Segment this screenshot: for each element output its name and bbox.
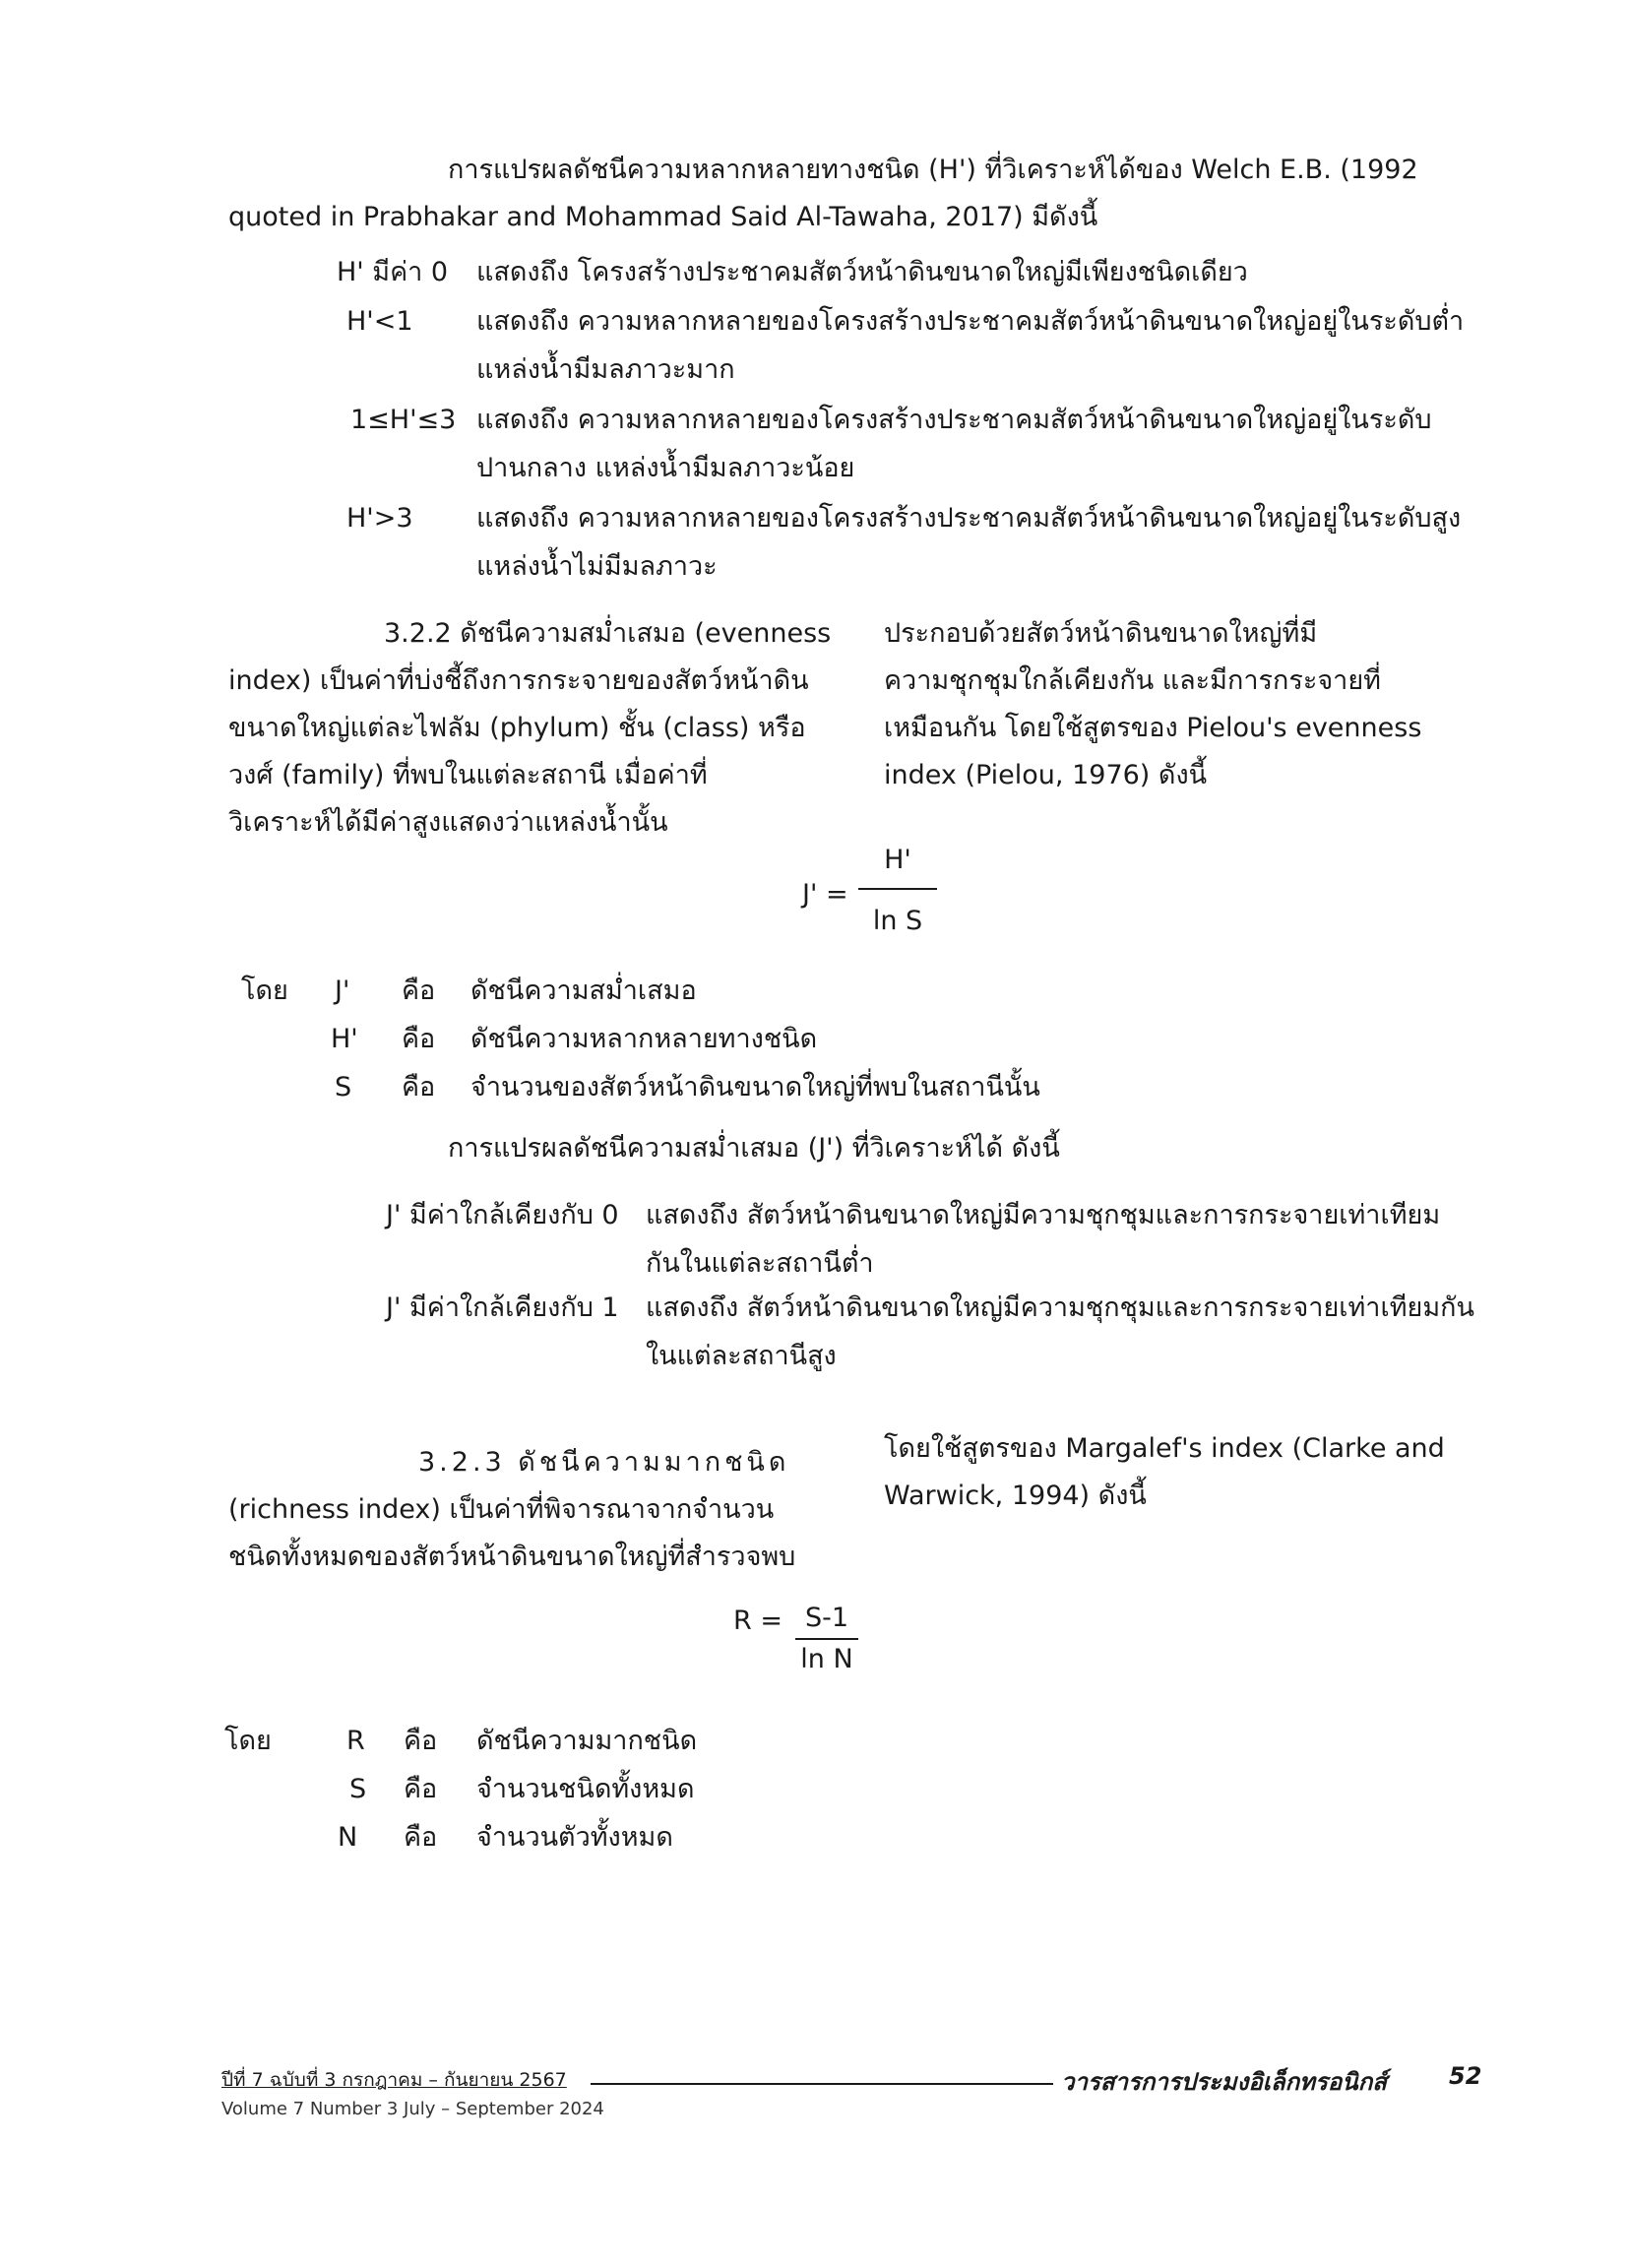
footer-issue-english: Volume 7 Number 3 July – September 2024 <box>221 2099 604 2119</box>
j-def-desc: จำนวนของสัตว์หน้าดินขนาดใหญ่ที่พบในสถานีนั้น <box>470 1072 1040 1102</box>
intro-line-1: การแปรผลดัชนีความหลากหลายทางชนิด (H') ที่วิเคราะห์ได้ของ Welch E.B. (1992 <box>448 155 1418 185</box>
h-cond-1: H'<1 <box>346 306 413 337</box>
j-def-symbol: S <box>335 1072 352 1102</box>
h-desc-1-line-1: แสดงถึง ความหลากหลายของโครงสร้างประชาคมสัตว์หน้าดินขนาดใหญ่อยู่ในระดับต่ำ <box>476 306 1465 337</box>
evenness-right-line-4: index (Pielou, 1976) ดังนี้ <box>884 760 1208 790</box>
evenness-right-line-3: เหมือนกัน โดยใช้สูตรของ Pielou's evenness <box>884 713 1422 743</box>
h-desc-2-line-2: ปานกลาง แหล่งน้ำมีมลภาวะน้อย <box>476 453 855 483</box>
h-cond-0: H' มีค่า 0 <box>337 257 449 287</box>
formula-r-lhs: R = <box>733 1606 783 1636</box>
h-desc-1-line-2: แหล่งน้ำมีมลภาวะมาก <box>476 354 735 385</box>
j-interp-intro: การแปรผลดัชนีความสม่ำเสมอ (J') ที่วิเคราะห์ได้ ดังนี้ <box>448 1133 1060 1164</box>
j-cond-0: J' มีค่าใกล้เคียงกับ 0 <box>386 1200 619 1230</box>
h-cond-2: 1≤H'≤3 <box>350 405 457 435</box>
evenness-left-line-2: index) เป็นค่าที่บ่งชี้ถึงการกระจายของสัตว์หน้าดิน <box>228 665 809 696</box>
richness-left-line-3: ชนิดทั้งหมดของสัตว์หน้าดินขนาดใหญ่ที่สำรวจพบ <box>228 1542 796 1572</box>
evenness-right-line-2: ความชุกชุมใกล้เคียงกัน และมีการกระจายที่ <box>884 665 1381 696</box>
r-def-symbol: S <box>349 1774 367 1804</box>
j-cond-1: J' มีค่าใกล้เคียงกับ 1 <box>386 1292 619 1323</box>
formula-j-numerator: H' <box>884 845 911 875</box>
formula-j-fraction-bar <box>858 888 937 890</box>
formula-r-denominator: ln N <box>800 1644 853 1674</box>
evenness-left-line-3: ขนาดใหญ่แต่ละไฟลัม (phylum) ชั้น (class) หรือ <box>228 713 806 743</box>
h-desc-0-line-1: แสดงถึง โครงสร้างประชาคมสัตว์หน้าดินขนาดใหญ่มีเพียงชนิดเดียว <box>476 257 1248 287</box>
j-def-desc: ดัชนีความหลากหลายทางชนิด <box>470 1024 818 1054</box>
formula-j-lhs: J' = <box>802 879 848 910</box>
richness-right-line-2: Warwick, 1994) ดังนี้ <box>884 1480 1147 1511</box>
j-desc-0-line-2: กันในแต่ละสถานีต่ำ <box>646 1248 874 1279</box>
richness-right-line-1: โดยใช้สูตรของ Margalef's index (Clarke and <box>884 1433 1445 1464</box>
r-def-is: คือ <box>404 1774 438 1804</box>
r-def-is: คือ <box>404 1822 438 1853</box>
h-desc-3-line-2: แหล่งน้ำไม่มีมลภาวะ <box>476 551 718 582</box>
intro-line-2: quoted in Prabhakar and Mohammad Said Al-Tawaha, 2017) มีดังนี้ <box>228 202 1098 232</box>
richness-left-line-2: (richness index) เป็นค่าที่พิจารณาจากจำนวน <box>228 1494 775 1525</box>
footer-page-number: 52 <box>1449 2062 1482 2090</box>
h-cond-3: H'>3 <box>346 503 413 534</box>
footer-rule <box>591 2083 1053 2085</box>
formula-r-fraction-bar <box>795 1638 858 1640</box>
r-def-desc: จำนวนตัวทั้งหมด <box>476 1822 673 1853</box>
footer-issue-thai: ปีที่ 7 ฉบับที่ 3 กรกฎาคม – กันยายน 2567 <box>221 2069 567 2091</box>
j-def-lead: โดย <box>241 976 288 1006</box>
j-def-is: คือ <box>402 1024 436 1054</box>
j-def-symbol: H' <box>331 1024 358 1054</box>
evenness-left-line-1: 3.2.2 ดัชนีความสม่ำเสมอ (evenness <box>384 618 832 649</box>
footer-journal-name: วารสารการประมงอิเล็กทรอนิกส์ <box>1061 2068 1387 2096</box>
h-desc-2-line-1: แสดงถึง ความหลากหลายของโครงสร้างประชาคมสัตว์หน้าดินขนาดใหญ่อยู่ในระดับ <box>476 405 1432 435</box>
r-def-symbol: R <box>346 1726 365 1756</box>
richness-left-line-1: 3.2.3 ดัชนีความมากชนิด <box>418 1447 790 1478</box>
formula-j-denominator: ln S <box>872 906 923 936</box>
r-def-is: คือ <box>404 1726 438 1756</box>
j-desc-1-line-2: ในแต่ละสถานีสูง <box>646 1341 837 1371</box>
r-def-desc: ดัชนีความมากชนิด <box>476 1726 698 1756</box>
evenness-right-line-1: ประกอบด้วยสัตว์หน้าดินขนาดใหญ่ที่มี <box>884 618 1318 649</box>
j-def-desc: ดัชนีความสม่ำเสมอ <box>470 976 697 1006</box>
j-desc-0-line-1: แสดงถึง สัตว์หน้าดินขนาดใหญ่มีความชุกชุมและการกระจายเท่าเทียม <box>646 1200 1441 1230</box>
r-def-lead: โดย <box>224 1726 272 1756</box>
r-def-desc: จำนวนชนิดทั้งหมด <box>476 1774 695 1804</box>
j-def-symbol: J' <box>335 976 350 1006</box>
formula-r-numerator: S-1 <box>804 1603 849 1633</box>
h-desc-3-line-1: แสดงถึง ความหลากหลายของโครงสร้างประชาคมสัตว์หน้าดินขนาดใหญ่อยู่ในระดับสูง <box>476 503 1462 534</box>
j-def-is: คือ <box>402 1072 436 1102</box>
r-def-symbol: N <box>338 1822 358 1853</box>
j-desc-1-line-1: แสดงถึง สัตว์หน้าดินขนาดใหญ่มีความชุกชุมและการกระจายเท่าเทียมกัน <box>646 1292 1474 1323</box>
j-def-is: คือ <box>402 976 436 1006</box>
evenness-left-line-5: วิเคราะห์ได้มีค่าสูงแสดงว่าแหล่งน้ำนั้น <box>228 807 668 838</box>
evenness-left-line-4: วงศ์ (family) ที่พบในแต่ละสถานี เมื่อค่าที่ <box>228 760 708 790</box>
